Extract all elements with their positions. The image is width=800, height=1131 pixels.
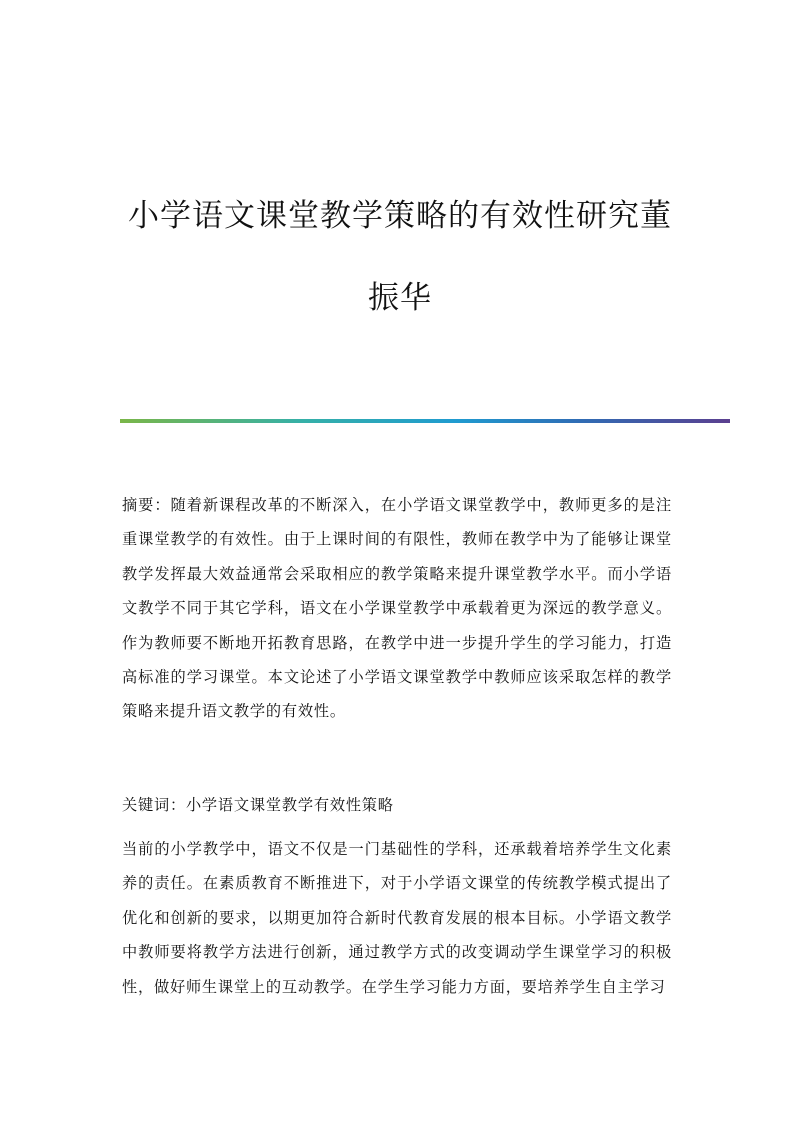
document-title-line-1: 小学语文课堂教学策略的有效性研究董 — [128, 198, 672, 234]
gradient-divider — [120, 419, 730, 423]
document-title-line-2: 振华 — [368, 280, 432, 316]
keywords-line: 关键词：小学语文课堂教学有效性策略 — [122, 796, 394, 814]
body-paragraph: 当前的小学教学中，语文不仅是一门基础性的学科，还承载着培养学生文化素养的责任。在素质教育不断推进下，对于小学语文课堂的传统教学模式提出了优化和创新的要求，以期更加符合新时代教育发展的根本目标。小学语文教学中教师要将教学方法进行创新，通过教学方式的改变调动学生课堂学习的积极性，做好师生课堂上的互动教学。在学生学习能力方面，要培养学生自主学习 — [122, 840, 672, 996]
abstract-paragraph: 摘要：随着新课程改革的不断深入，在小学语文课堂教学中，教师更多的是注重课堂教学的有效性。由于上课时间的有限性，教师在教学中为了能够让课堂教学发挥最大效益通常会采取相应的教学策略来提升课堂教学水平。而小学语文教学不同于其它学科，语文在小学课堂教学中承载着更为深远的教学意义。作为教师要不断地开拓教育思路，在教学中进一步提升学生的学习能力，打造高标准的学习课堂。本文论述了小学语文课堂教学中教师应该采取怎样的教学策略来提升语文教学的有效性。 — [122, 496, 672, 721]
